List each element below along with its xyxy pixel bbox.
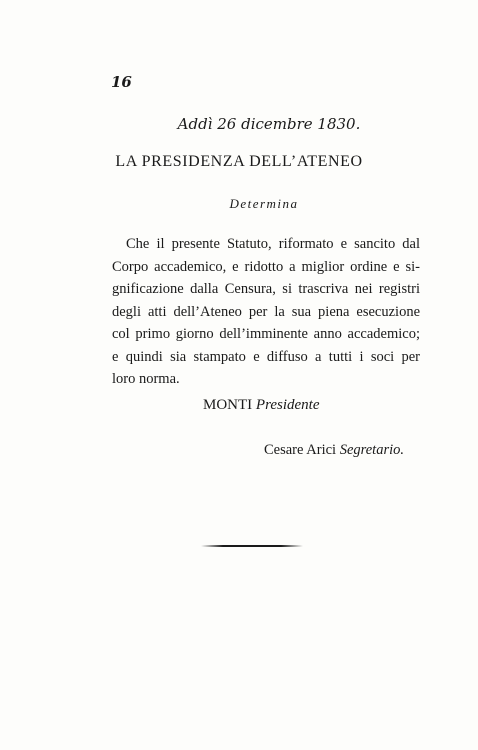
secretary-signature (264, 442, 404, 459)
paragraph-line: e quindi sia stampato e diffuso a tutti i soci per (112, 348, 420, 365)
paragraph-line: gnificazione dalla Censura, si trascriva nei registri (112, 281, 420, 297)
date-line: Addì 26 dicembre 1830. (177, 115, 361, 133)
page-heading: LA PRESIDENZA DELL’ATENEO (115, 153, 363, 170)
decree-paragraph (112, 233, 420, 391)
determina-subheading: Determina (229, 196, 299, 211)
paragraph-line: col primo giorno dell’imminente anno accademico; (112, 326, 420, 342)
paragraph-line: Corpo accademico, e ridotto a miglior ordine e si- (112, 258, 420, 275)
ornamental-rule (201, 544, 303, 548)
secretary-name: Cesare Arici (264, 442, 337, 458)
paragraph-line: degli atti dell’Ateneo per la sua piena esecuzione (112, 303, 420, 320)
page-number: 16 (111, 73, 132, 91)
secretary-role: Segretario. (339, 442, 405, 458)
president-role: Presidente (255, 397, 320, 413)
paragraph-line: Che il presente Statuto, riformato e sancito dal (126, 236, 420, 252)
president-name: MONTI (203, 397, 253, 413)
paragraph-line: loro norma. (112, 371, 180, 387)
president-signature (203, 397, 320, 414)
